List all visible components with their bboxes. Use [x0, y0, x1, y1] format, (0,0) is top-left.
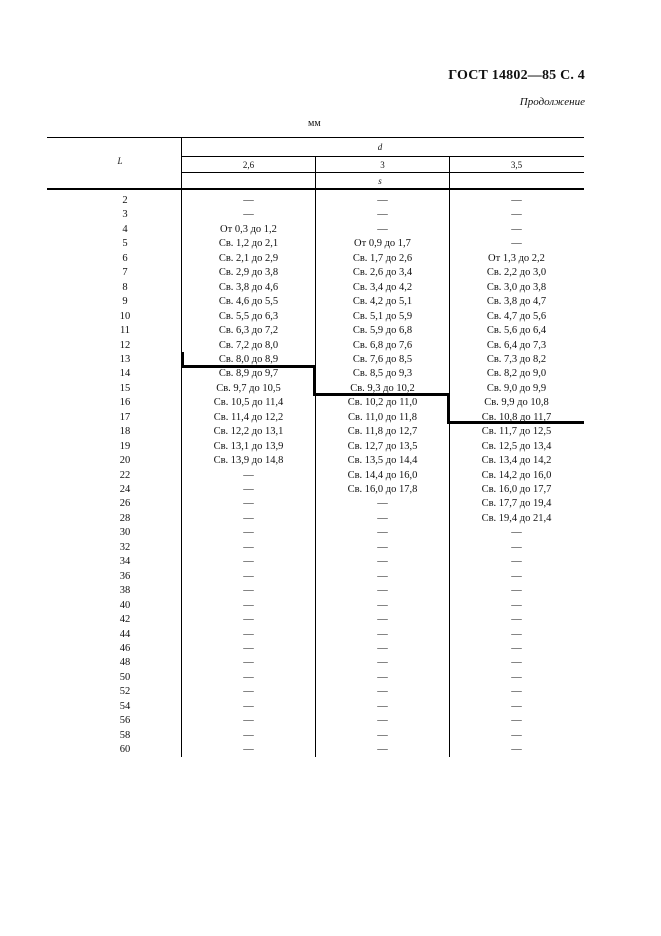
- row-value-d3: Св. 5,6 до 6,4: [486, 325, 547, 337]
- row-value-d2: —: [377, 223, 388, 235]
- row-value-d1: —: [243, 195, 254, 206]
- row-l-value: 60: [119, 744, 131, 756]
- row-l-value: 6: [122, 252, 128, 264]
- row-value-d1: Св. 7,2 до 8,0: [218, 339, 279, 351]
- row-value-d1: —: [243, 729, 254, 741]
- col-l-header: L: [117, 156, 123, 166]
- row-value-d1: —: [243, 527, 254, 539]
- row-value-d1: —: [243, 614, 254, 626]
- row-l-value: 36: [119, 570, 131, 582]
- table-row: [0, 685, 661, 699]
- row-l-value: 13: [119, 353, 131, 365]
- row-value-d2: —: [377, 498, 388, 510]
- row-value-d1: Св. 2,1 до 2,9: [218, 252, 279, 264]
- row-value-d2: Св. 6,8 до 7,6: [352, 339, 413, 351]
- row-value-d1: Св. 9,7 до 10,5: [216, 382, 281, 394]
- row-value-d3: Св. 17,7 до 19,4: [481, 498, 552, 510]
- table-row: [0, 208, 661, 222]
- row-value-d2: —: [377, 744, 388, 756]
- row-value-d3: —: [511, 599, 522, 611]
- row-l-value: 19: [119, 440, 131, 452]
- row-value-d3: Св. 4,7 до 5,6: [486, 310, 547, 322]
- row-value-d1: —: [243, 671, 254, 683]
- row-value-d2: Св. 9,3 до 10,2: [350, 382, 415, 394]
- row-value-d1: —: [243, 628, 254, 640]
- table-row: [0, 743, 661, 757]
- row-l-value: 46: [119, 642, 131, 654]
- row-value-d3: Св. 3,8 до 4,7: [486, 296, 547, 308]
- row-value-d3: —: [511, 541, 522, 553]
- table-row: [0, 714, 661, 728]
- row-value-d3: —: [511, 744, 522, 756]
- table-row: [0, 526, 661, 540]
- row-value-d1: Св. 5,5 до 6,3: [218, 310, 279, 322]
- row-value-d2: Св. 10,2 до 11,0: [347, 397, 418, 409]
- row-value-d3: —: [511, 700, 522, 712]
- row-value-d1: Св. 11,4 до 12,2: [213, 411, 284, 423]
- row-value-d1: Св. 8,9 до 9,7: [218, 368, 279, 380]
- row-value-d3: Св. 3,0 до 3,8: [486, 281, 547, 293]
- row-l-value: 30: [119, 527, 131, 539]
- table-row: [0, 324, 661, 338]
- row-l-value: 4: [122, 223, 128, 235]
- row-value-d1: —: [243, 744, 254, 756]
- row-value-d1: Св. 3,8 до 4,6: [218, 281, 279, 293]
- row-value-d3: Св. 7,3 до 8,2: [486, 353, 547, 365]
- table-row: [0, 396, 661, 410]
- row-value-d1: —: [243, 686, 254, 698]
- row-value-d2: Св. 1,7 до 2,6: [352, 252, 413, 264]
- table-row: [0, 469, 661, 483]
- row-l-value: 52: [119, 686, 131, 698]
- row-value-d2: Св. 14,4 до 16,0: [347, 469, 418, 481]
- table-row: [0, 729, 661, 743]
- row-value-d1: —: [243, 657, 254, 669]
- row-value-d2: —: [377, 628, 388, 640]
- d-value-1: 2,6: [242, 160, 255, 170]
- table-row: [0, 266, 661, 280]
- d-values-rule: [181, 172, 584, 173]
- row-value-d1: —: [243, 484, 254, 495]
- row-l-value: 26: [119, 498, 131, 510]
- row-l-value: 7: [122, 267, 128, 279]
- row-value-d2: Св. 11,0 до 11,8: [347, 411, 418, 423]
- row-value-d2: —: [377, 570, 388, 582]
- row-value-d2: —: [377, 729, 388, 741]
- table-row: [0, 555, 661, 569]
- row-l-value: 32: [119, 541, 131, 553]
- row-value-d2: От 0,9 до 1,7: [354, 238, 411, 250]
- row-value-d3: —: [511, 223, 522, 235]
- d-value-3: 3,5: [510, 160, 523, 170]
- row-value-d1: Св. 4,6 до 5,5: [218, 296, 279, 308]
- row-value-d1: —: [243, 700, 254, 712]
- row-value-d3: Св. 16,0 до 17,7: [481, 484, 552, 495]
- row-l-value: 16: [119, 397, 131, 409]
- row-value-d2: Св. 2,6 до 3,4: [352, 267, 413, 279]
- row-l-value: 5: [122, 238, 128, 250]
- row-l-value: 56: [119, 715, 131, 727]
- row-l-value: 22: [119, 469, 131, 481]
- row-l-value: 15: [119, 382, 131, 394]
- row-value-d3: —: [511, 642, 522, 654]
- row-value-d3: Св. 9,9 до 10,8: [484, 397, 549, 409]
- table-row: [0, 440, 661, 454]
- row-value-d1: Св. 13,1 до 13,9: [213, 440, 284, 452]
- row-value-d3: —: [511, 556, 522, 568]
- table-row: [0, 497, 661, 511]
- row-value-d1: Св. 2,9 до 3,8: [218, 267, 279, 279]
- table-row: [0, 382, 661, 396]
- table-row: [0, 223, 661, 237]
- row-value-d3: —: [511, 585, 522, 597]
- row-value-d1: —: [243, 498, 254, 510]
- table-row: [0, 570, 661, 584]
- table-row: [0, 194, 661, 208]
- row-l-value: 40: [119, 599, 131, 611]
- row-value-d3: От 1,3 до 2,2: [488, 252, 545, 264]
- row-value-d2: —: [377, 642, 388, 654]
- row-value-d3: Св. 11,7 до 12,5: [481, 426, 552, 438]
- row-l-value: 28: [119, 512, 131, 524]
- table-row: [0, 656, 661, 670]
- row-value-d2: Св. 8,5 до 9,3: [352, 368, 413, 380]
- row-value-d1: —: [243, 209, 254, 221]
- row-value-d3: Св. 8,2 до 9,0: [486, 368, 547, 380]
- row-value-d1: —: [243, 512, 254, 524]
- row-value-d2: Св. 13,5 до 14,4: [347, 455, 418, 467]
- table-row: [0, 295, 661, 309]
- row-l-value: 38: [119, 585, 131, 597]
- units-label: мм: [308, 118, 321, 129]
- row-l-value: 50: [119, 671, 131, 683]
- row-value-d3: —: [511, 729, 522, 741]
- row-value-d1: —: [243, 556, 254, 568]
- row-value-d3: —: [511, 614, 522, 626]
- row-value-d1: —: [243, 599, 254, 611]
- row-value-d2: —: [377, 585, 388, 597]
- row-value-d1: Св. 1,2 до 2,1: [218, 238, 279, 250]
- table-row: [0, 310, 661, 324]
- d-group-rule: [181, 156, 584, 157]
- row-l-value: 12: [119, 339, 131, 351]
- row-l-value: 48: [119, 657, 131, 669]
- row-value-d1: —: [243, 570, 254, 582]
- row-value-d2: —: [377, 715, 388, 727]
- table-top-rule: [47, 137, 584, 138]
- table-row: [0, 454, 661, 468]
- row-value-d2: —: [377, 541, 388, 553]
- row-l-value: 34: [119, 556, 131, 568]
- row-value-d2: —: [377, 512, 388, 524]
- table-row: [0, 628, 661, 642]
- row-value-d3: —: [511, 527, 522, 539]
- table-row: [0, 584, 661, 598]
- continuation-label: Продолжение: [519, 96, 585, 108]
- row-value-d2: Св. 12,7 до 13,5: [347, 440, 418, 452]
- d-group-header: d: [377, 142, 383, 152]
- row-value-d1: От 0,3 до 1,2: [220, 223, 277, 235]
- table-row: [0, 613, 661, 627]
- table-row: [0, 671, 661, 685]
- table-row: [0, 541, 661, 555]
- row-value-d3: Св. 13,4 до 14,2: [481, 455, 552, 467]
- row-value-d3: —: [511, 209, 522, 221]
- row-l-value: 58: [119, 729, 131, 741]
- table-row: [0, 642, 661, 656]
- row-value-d2: Св. 3,4 до 4,2: [352, 281, 413, 293]
- table-row: [0, 367, 661, 381]
- row-l-value: 2: [122, 195, 128, 206]
- row-value-d3: —: [511, 570, 522, 582]
- row-value-d3: —: [511, 238, 522, 250]
- row-value-d3: Св. 19,4 до 21,4: [481, 512, 552, 524]
- row-value-d2: Св. 5,9 до 6,8: [352, 325, 413, 337]
- row-value-d3: —: [511, 671, 522, 683]
- row-value-d1: —: [243, 642, 254, 654]
- row-value-d1: Св. 12,2 до 13,1: [213, 426, 284, 438]
- row-value-d2: —: [377, 195, 388, 206]
- row-value-d2: —: [377, 657, 388, 669]
- s-sub-header: s: [378, 176, 382, 186]
- row-l-value: 11: [119, 325, 131, 337]
- row-value-d2: —: [377, 671, 388, 683]
- row-value-d3: Св. 12,5 до 13,4: [481, 440, 552, 452]
- row-l-value: 18: [119, 426, 131, 438]
- row-l-value: 20: [119, 455, 131, 467]
- row-l-value: 10: [119, 310, 131, 322]
- row-l-value: 42: [119, 614, 131, 626]
- table-row: [0, 700, 661, 714]
- row-value-d3: Св. 6,4 до 7,3: [486, 339, 547, 351]
- row-value-d3: Св. 10,8 до 11,7: [481, 411, 552, 423]
- row-value-d2: —: [377, 614, 388, 626]
- page-header-title: ГОСТ 14802—85 С. 4: [448, 68, 585, 83]
- row-value-d1: Св. 13,9 до 14,8: [213, 455, 284, 467]
- row-l-value: 54: [119, 700, 131, 712]
- row-value-d2: Св. 4,2 до 5,1: [352, 296, 413, 308]
- d-value-2: 3: [380, 160, 385, 170]
- row-l-value: 9: [122, 296, 128, 308]
- table-row: [0, 281, 661, 295]
- row-l-value: 44: [119, 628, 131, 640]
- row-value-d1: Св. 6,3 до 7,2: [218, 325, 279, 337]
- row-value-d1: Св. 10,5 до 11,4: [213, 397, 284, 409]
- row-value-d1: Св. 8,0 до 8,9: [218, 353, 279, 365]
- row-value-d2: Св. 5,1 до 5,9: [352, 310, 413, 322]
- table-row: [0, 237, 661, 251]
- table-row: [0, 339, 661, 353]
- row-value-d3: —: [511, 628, 522, 640]
- row-value-d2: —: [377, 556, 388, 568]
- row-l-value: 3: [122, 209, 128, 221]
- row-value-d2: —: [377, 599, 388, 611]
- row-l-value: 17: [119, 411, 131, 423]
- row-value-d1: —: [243, 585, 254, 597]
- row-l-value: 24: [119, 484, 131, 495]
- table-row: [0, 353, 661, 367]
- table-row: [0, 411, 661, 425]
- row-value-d1: —: [243, 469, 254, 481]
- row-value-d2: Св. 11,8 до 12,7: [347, 426, 418, 438]
- row-value-d2: —: [377, 209, 388, 221]
- row-value-d3: —: [511, 686, 522, 698]
- row-value-d3: —: [511, 657, 522, 669]
- row-value-d3: Св. 14,2 до 16,0: [481, 469, 552, 481]
- table-row: [0, 599, 661, 613]
- row-value-d2: —: [377, 686, 388, 698]
- row-value-d2: —: [377, 527, 388, 539]
- table-row: [0, 252, 661, 266]
- row-value-d2: —: [377, 700, 388, 712]
- row-value-d2: Св. 7,6 до 8,5: [352, 353, 413, 365]
- row-value-d1: —: [243, 715, 254, 727]
- row-value-d1: —: [243, 541, 254, 553]
- row-value-d3: Св. 9,0 до 9,9: [486, 382, 547, 394]
- row-l-value: 8: [122, 281, 128, 293]
- row-value-d2: Св. 16,0 до 17,8: [347, 484, 418, 495]
- row-value-d3: Св. 2,2 до 3,0: [486, 267, 547, 279]
- row-l-value: 14: [119, 368, 131, 380]
- table-row: [0, 483, 661, 497]
- row-value-d3: —: [511, 195, 522, 206]
- table-row: [0, 425, 661, 439]
- row-value-d3: —: [511, 715, 522, 727]
- table-row: [0, 512, 661, 526]
